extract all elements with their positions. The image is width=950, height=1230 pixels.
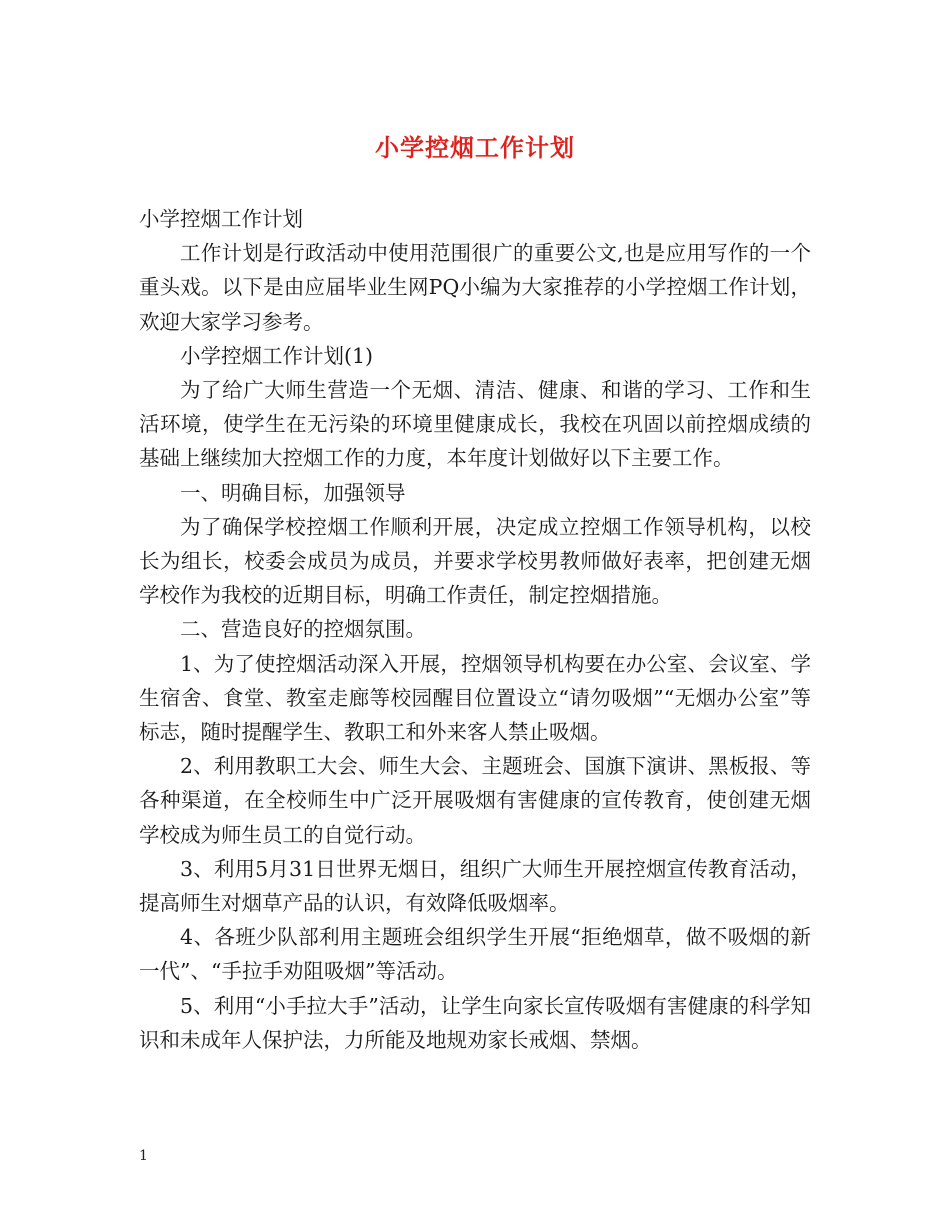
page-number: 1 [139,1148,148,1164]
paragraph: 为了给广大师生营造一个无烟、清洁、健康、和谐的学习、工作和生活环境，使学生在无污染的环境里健康成长，我校在巩固以前控烟成绩的基础上继续加大控烟工作的力度，本年度计划做好以下主要工作。 [139,378,811,471]
paragraph: 工作计划是行政活动中使用范围很广的重要公文,也是应用写作的一个重头戏。以下是由应届毕业生网PQ小编为大家推荐的小学控烟工作计划，欢迎大家学习参考。 [139,241,811,334]
list-item: 4、各班少队部利用主题班会组织学生开展“拒绝烟草，做不吸烟的新一代”、“手拉手劝阻吸烟”等活动。 [139,925,811,984]
section-heading: 二、营造良好的控烟氛围。 [180,617,426,642]
section-heading: 一、明确目标，加强领导 [180,480,406,505]
list-item: 1、为了使控烟活动深入开展，控烟领导机构要在办公室、会议室、学生宿舍、食堂、教室走廊等校园醒目位置设立“请勿吸烟”“无烟办公室”等标志，随时提醒学生、教职工和外来客人禁止吸烟。 [139,651,811,745]
document-body [139,202,811,1057]
list-item: 5、利用“小手拉大手”活动，让学生向家长宣传吸烟有害健康的科学知识和未成年人保护法，力所能及地规劝家长戒烟、禁烟。 [139,993,811,1052]
paragraph: 小学控烟工作计划(1) [180,343,374,368]
list-item: 2、利用教职工大会、师生大会、主题班会、国旗下演讲、黑板报、等各种渠道，在全校师生中广泛开展吸烟有害健康的宣传教育，使创建无烟学校成为师生员工的自觉行动。 [139,754,811,847]
document-title: 小学控烟工作计划 [375,133,575,162]
paragraph: 小学控烟工作计划 [139,207,303,231]
list-item: 3、利用5月31日世界无烟日，组织广大师生开展控烟宣传教育活动，提高师生对烟草产品的认识，有效降低吸烟率。 [139,856,811,916]
paragraph: 为了确保学校控烟工作顺利开展，决定成立控烟工作领导机构，以校长为组长，校委会成员为成员，并要求学校男教师做好表率，把创建无烟学校作为我校的近期目标，明确工作责任，制定控烟措施。 [139,514,811,608]
